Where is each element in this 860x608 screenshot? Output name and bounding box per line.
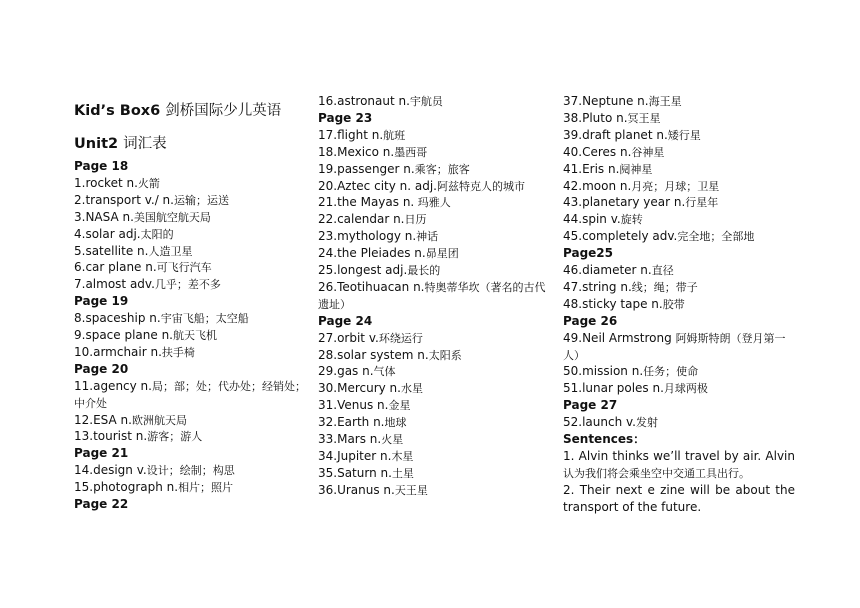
entry-chinese: 月球两极	[663, 382, 708, 396]
entry-english: 4.solar adj.	[74, 226, 141, 241]
page-heading: Page 21	[74, 446, 129, 461]
entry-chinese: 认为我们将会乘坐空中交通工具出行。	[563, 466, 750, 480]
page-heading: Sentences：	[563, 432, 646, 446]
entry-chinese: 玛雅人	[414, 196, 451, 210]
entry-english: 20.Aztec city n. adj.	[318, 178, 437, 193]
entry-english: 48.sticky tape n.	[563, 296, 663, 311]
entry-english: 8.spaceship n.	[74, 311, 161, 326]
vocab-entry	[318, 414, 550, 431]
entry-chinese: 局；部；处；代办处；经销处；中介处	[74, 379, 306, 410]
entry-chinese: 宇航员	[409, 95, 443, 108]
entry-chinese: 运输；运送	[173, 193, 229, 207]
entry-english: 38.Pluto n.	[563, 110, 628, 125]
entry-english: 1.rocket n.	[74, 175, 138, 190]
entry-chinese: 谷神星	[631, 145, 665, 159]
vocab-entry	[563, 211, 795, 228]
entry-chinese: 发射	[635, 416, 658, 430]
entry-english: 31.Venus n.	[318, 398, 389, 413]
vocab-entry	[74, 310, 306, 327]
entry-english: 30.Mercury n.	[318, 381, 401, 396]
page-heading: Page 26	[563, 313, 618, 328]
entry-english: 42.moon n.	[563, 178, 632, 193]
entry-english: 46.diameter n.	[563, 263, 652, 277]
entry-chinese: 火星	[381, 433, 404, 446]
entry-chinese: 宇宙飞船；太空船	[160, 312, 249, 326]
entry-english: 16.astronaut n.	[318, 94, 410, 108]
vocab-entry	[563, 93, 795, 110]
vocab-entry	[318, 194, 550, 211]
entry-chinese: 扶手椅	[161, 345, 195, 359]
entry-chinese: 可飞行汽车	[156, 261, 212, 275]
entry-english: 26.Teotihuacan n.	[318, 279, 425, 294]
entry-chinese: 月亮；月球；卫星	[631, 179, 720, 193]
entry-chinese: 乘客；旅客	[414, 162, 470, 176]
entry-english: 27.orbit v.	[318, 330, 379, 345]
entry-english: 35.Saturn n.	[318, 465, 392, 480]
vocab-entry	[563, 414, 795, 431]
entry-chinese: 阿姆斯特朗（登月第一人）	[563, 331, 786, 362]
entry-english: 47.string n.	[563, 279, 632, 294]
entry-chinese: 地球	[384, 416, 407, 430]
vocab-entry	[563, 161, 795, 178]
page-heading: Page 27	[563, 398, 618, 413]
entry-chinese: 设计；绘制；构思	[146, 464, 235, 478]
entry-chinese: 航天飞机	[173, 329, 217, 342]
book-title-en: Kid’s Box6	[74, 103, 161, 119]
vocab-entry	[318, 330, 550, 347]
vocab-entry	[563, 110, 795, 127]
vocab-entry	[318, 178, 550, 195]
vocab-entry	[74, 412, 306, 429]
vocab-entry	[563, 228, 795, 245]
vocab-entry	[74, 479, 306, 496]
vocab-entry	[318, 279, 550, 313]
entry-chinese: 太阳的	[140, 227, 174, 241]
entry-english: 5.satellite n.	[74, 243, 149, 258]
entry-chinese: 完全地；全部地	[677, 230, 755, 244]
entry-english: 11.agency n.	[74, 378, 152, 393]
vocab-entry	[318, 347, 550, 364]
vocab-entry	[318, 211, 550, 228]
entry-chinese: 金星	[388, 399, 411, 413]
example-sentence	[563, 448, 795, 482]
entry-english: 28.solar system n.	[318, 347, 429, 362]
entry-chinese: 旋转	[620, 213, 643, 227]
entry-chinese: 海王星	[648, 95, 682, 108]
entry-english: 3.NASA n.	[74, 209, 134, 224]
entry-chinese: 木星	[391, 449, 414, 463]
vocab-entry	[318, 161, 550, 178]
entry-english: 1. Alvin thinks we’ll travel by air. Alvin	[563, 448, 795, 463]
vocab-entry	[318, 363, 550, 380]
entry-english: 10.armchair n.	[74, 344, 162, 359]
vocab-entry	[563, 144, 795, 161]
vocab-entry	[318, 262, 550, 279]
entry-chinese: 火箭	[137, 176, 160, 190]
entry-chinese: 冥王星	[627, 111, 661, 125]
entry-chinese: 日历	[404, 213, 427, 227]
vocab-entry	[318, 431, 550, 448]
entry-english: 9.space plane n.	[74, 328, 173, 342]
entry-english: 51.lunar poles n.	[563, 381, 664, 396]
page-heading: Page 18	[74, 159, 129, 173]
entry-chinese: 航班	[383, 128, 406, 142]
vocab-entry	[74, 327, 306, 344]
entry-english: 34.Jupiter n.	[318, 448, 392, 463]
entry-english: 37.Neptune n.	[563, 94, 649, 108]
unit-title-zh: 词汇表	[123, 136, 167, 152]
vocab-entry	[318, 127, 550, 144]
entry-chinese: 环绕运行	[378, 331, 423, 345]
vocab-entry	[563, 178, 795, 195]
vocab-entry	[318, 245, 550, 262]
entry-english: 45.completely adv.	[563, 229, 678, 244]
page-heading: Page 19	[74, 294, 129, 309]
entry-english: 15.photograph n.	[74, 480, 179, 495]
entry-english: 23.mythology n.	[318, 229, 417, 244]
entry-english: 50.mission n.	[563, 364, 644, 379]
vocab-entry	[74, 378, 306, 412]
entry-chinese: 土星	[391, 466, 414, 480]
vocab-entry	[74, 428, 306, 445]
entry-chinese: 神话	[416, 230, 439, 244]
entry-chinese: 水星	[400, 382, 423, 396]
unit-title	[74, 132, 167, 153]
unit-title-en: Unit2	[74, 136, 119, 152]
vocab-entry	[563, 380, 795, 397]
vocab-entry	[74, 462, 306, 479]
vocab-entry	[563, 262, 795, 279]
vocab-entry	[318, 93, 550, 110]
vocab-entry	[563, 127, 795, 144]
entry-english: 6.car plane n.	[74, 260, 157, 275]
vocab-entry	[318, 465, 550, 482]
vocab-entry	[74, 243, 306, 260]
entry-chinese: 矮行星	[667, 128, 701, 142]
entry-chinese: 最长的	[407, 264, 441, 277]
entry-chinese: 阿兹特克人的城市	[437, 179, 525, 193]
entry-chinese: 欧洲航天局	[131, 413, 187, 427]
entry-chinese: 任务；使命	[643, 365, 699, 379]
vocab-entry	[74, 226, 306, 243]
example-sentence	[563, 482, 795, 516]
vocab-entry	[74, 259, 306, 276]
vocab-entry	[74, 209, 306, 226]
entry-english: 7.almost adv.	[74, 277, 155, 292]
vocab-entry	[74, 276, 306, 293]
vocab-entry	[563, 279, 795, 296]
entry-english: 25.longest adj.	[318, 263, 408, 277]
page-heading: Page 23	[318, 110, 373, 125]
entry-chinese: 墨西哥	[394, 145, 428, 159]
vocab-entry	[563, 330, 795, 364]
vocab-entry	[318, 228, 550, 245]
entry-chinese: 天王星	[394, 483, 428, 497]
entry-chinese: 美国航空航天局	[133, 210, 211, 224]
vocab-entry	[318, 380, 550, 397]
entry-chinese: 胶带	[662, 297, 685, 311]
entry-english: 33.Mars n.	[318, 432, 382, 446]
entry-english: 2. Their next e zine will be about the transport of the future.	[563, 482, 795, 514]
entry-chinese: 几乎；差不多	[154, 278, 221, 292]
entry-english: 12.ESA n.	[74, 412, 132, 427]
page-heading: Page 20	[74, 361, 129, 376]
entry-chinese: 特奥蒂华坎（著名的古代遗址）	[318, 280, 546, 311]
entry-english: 18.Mexico n.	[318, 144, 395, 159]
vocab-entry	[563, 194, 795, 211]
page-heading: Page 24	[318, 313, 373, 328]
entry-chinese: 相片；照片	[178, 481, 234, 495]
entry-english: 24.the Pleiades n.	[318, 246, 426, 261]
entry-english: 14.design v.	[74, 463, 147, 478]
entry-english: 43.planetary year n.	[563, 195, 686, 210]
entry-english: 2.transport v./ n.	[74, 192, 174, 207]
entry-english: 49.Neil Armstrong	[563, 330, 676, 345]
page-heading: Page 22	[74, 497, 129, 511]
book-title	[74, 99, 281, 120]
vocab-entry	[318, 482, 550, 499]
entry-english: 44.spin v.	[563, 212, 621, 227]
entry-chinese: 游客；游人	[147, 430, 203, 444]
vocab-entry	[563, 296, 795, 313]
entry-chinese: 昴星团	[425, 247, 459, 261]
vocab-entry	[74, 344, 306, 361]
entry-chinese: 太阳系	[428, 348, 462, 362]
entry-english: 41.Eris n.	[563, 161, 620, 176]
entry-chinese: 阋神星	[619, 162, 653, 176]
entry-english: 52.launch v.	[563, 415, 636, 430]
entry-chinese: 线；绳；带子	[631, 280, 698, 294]
entry-english: 21.the Mayas n.	[318, 195, 415, 210]
entry-chinese: 直径	[651, 264, 674, 277]
entry-english: 17.flight n.	[318, 127, 384, 142]
vocab-entry	[318, 144, 550, 161]
entry-english: 22.calendar n.	[318, 212, 405, 227]
entry-english: 19.passenger n.	[318, 161, 415, 176]
vocab-entry	[74, 175, 306, 192]
entry-english: 39.draft planet n.	[563, 127, 668, 142]
vocab-entry	[74, 192, 306, 209]
entry-chinese: 气体	[373, 365, 396, 379]
entry-chinese: 行星年	[685, 196, 719, 210]
vocab-entry	[563, 363, 795, 380]
book-title-zh: 剑桥国际少儿英语	[165, 103, 282, 119]
page-heading: Page25	[563, 246, 613, 261]
vocab-entry	[318, 448, 550, 465]
entry-english: 13.tourist n.	[74, 429, 148, 444]
entry-english: 40.Ceres n.	[563, 144, 632, 159]
entry-english: 36.Uranus n.	[318, 482, 395, 497]
entry-chinese: 人造卫星	[148, 244, 193, 258]
entry-english: 32.Earth n.	[318, 415, 385, 430]
vocab-entry	[318, 397, 550, 414]
entry-english: 29.gas n.	[318, 364, 374, 379]
